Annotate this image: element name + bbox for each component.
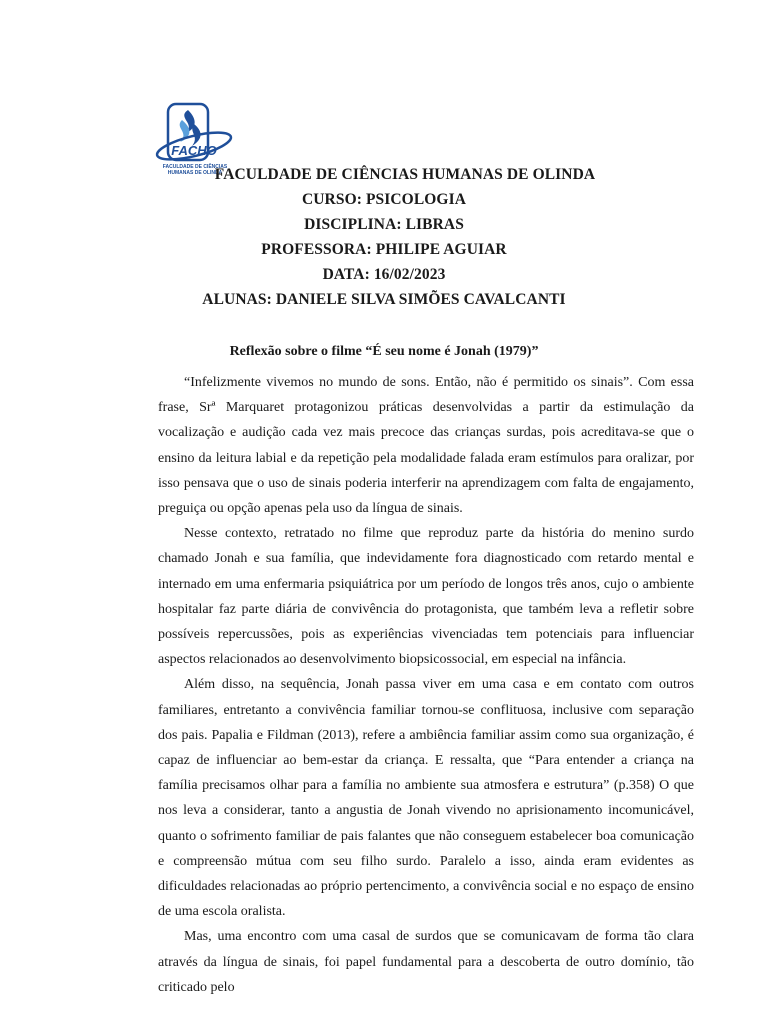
institution-name: FACULDADE DE CIÊNCIAS HUMANAS DE OLINDA <box>214 166 596 183</box>
paragraph: Nesse contexto, retratado no filme que reproduz parte da história do menino surdo chamado Jonah e sua família, que indevidamente fora diagnosticado com retardo mental e internado em uma enfermaria psiquiátrica por um período de longos três anos, cujo o ambiente hospitalar faz parte diária de convivência do protagonista, que também leva a refletir sobre possíveis repercussões, pois as experiências vivenciadas tem potenciais para influenciar aspectos relacionados ao desenvolvimento biopsicossocial, em especial na infância. <box>158 526 694 668</box>
paragraph: Além disso, na sequência, Jonah passa viver em uma casa e em contato com outros familiares, entretanto a convivência familiar tornou-se conflituosa, inclusive com separação dos pais. Papalia e Fildman (2013), refere a ambiência familiar assim como sua organização, é capaz de influenciar ao bem-estar da criança. E ressalta, que “Para entender a criança na família precisamos olhar para a família no ambiente sua atmosfera e estrutura” (p.358) O que nos leva a considerar, tanto a angustia de Jonah vivendo no aprisionamento incomunicável, quanto o sofrimento familiar de pais falantes que não conseguem estabelecer boa comunicação e compreensão mútua com seu filho surdo. Paralelo a isso, ainda eram evidentes as dificuldades relacionadas ao próprio pertencimento, a convivência social e no espaço de ensino de uma escola oralista. <box>158 677 694 920</box>
logo-wordmark: FACHO <box>171 143 217 158</box>
document-body <box>158 370 694 1000</box>
paragraph: Mas, uma encontro com uma casal de surdos que se comunicavam de forma tão clara através da língua de sinais, foi papel fundamental para a descoberta de outro domínio, tão criticado pelo <box>158 929 694 995</box>
discipline-line: DISCIPLINA: LIBRAS <box>304 216 464 233</box>
logo-caption-line1: FACULDADE DE CIÊNCIAS <box>162 164 228 170</box>
document-title: Reflexão sobre o filme “É seu nome é Jonah (1979)” <box>229 344 539 359</box>
course-line: CURSO: PSICOLOGIA <box>301 191 467 208</box>
date-line: DATA: 16/02/2023 <box>322 266 446 283</box>
professor-line: PROFESSORA: PHILIPE AGUIAR <box>261 241 507 258</box>
facho-logo-mark <box>154 102 236 166</box>
paragraph: “Infelizmente vivemos no mundo de sons. Então, não é permitido os sinais”. Com essa frase, Srª Marquaret protagonizou práticas desenvolvidas a partir da estimulação da vocalização e audição cada vez mais precoce das crianças surdas, pois acreditava-se que o ensino da leitura labial e da repetição pela modalidade falada eram estímulos para oralizar, por isso pensava que o uso de sinais poderia interferir na aprendizagem com falta de engajamento, preguiça ou opção apenas pela uso da língua de sinais. <box>158 375 694 517</box>
logo-caption-line2: HUMANAS DE OLINDA <box>167 169 223 176</box>
students-line: ALUNAS: DANIELE SILVA SIMÕES CAVALCANTI <box>202 291 566 308</box>
